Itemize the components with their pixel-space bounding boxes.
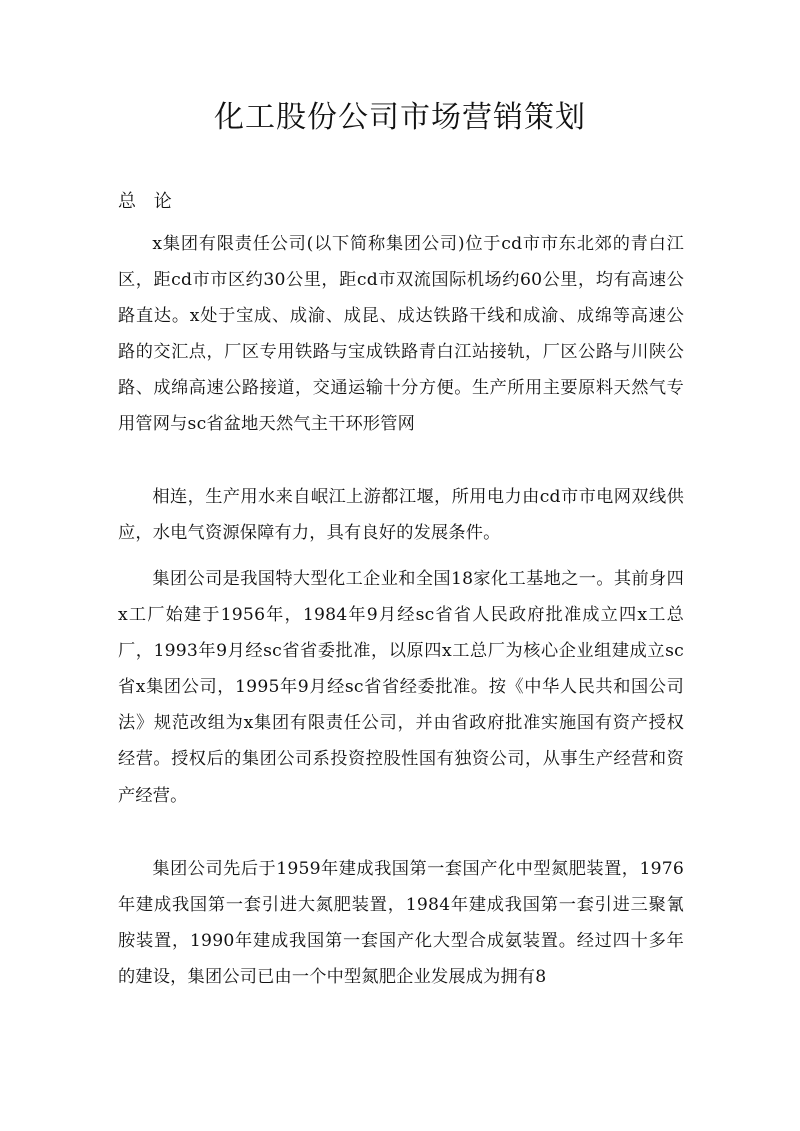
section-heading: 总 论 (118, 191, 178, 212)
body-paragraph: 集团公司是我国特大型化工企业和全国18家化工基地之一。其前身四x工厂始建于1956年，1984年9月经sc省省人民政府批准成立四x工总厂，1993年9月经sc省省委批准，以原四x工总厂为核心企业组建成立sc省x集团公司，1995年9月经sc省省经委批准。按《中华人民共和国公司法》规范改组为x集团有限责任公司，并由省政府批准实施国有资产授权经营。授权后的集团公司系投资控股性国有独资公司，从事生产经营和资产经营。 (118, 569, 684, 806)
paragraph-block (118, 851, 684, 995)
body-paragraph: x集团有限责任公司(以下简称集团公司)位于cd市市东北郊的青白江区，距cd市市区约30公里，距cd市双流国际机场约60公里，均有高速公路直达。x处于宝成、成渝、成昆、成达铁路干线和成渝、成绵等高速公路的交汇点，厂区专用铁路与宝成铁路青白江站接轨，厂区公路与川陕公路、成绵高速公路接道，交通运输十分方便。生产所用主要原料天然气专用管网与sc省盆地天然气主干环形管网 (118, 234, 684, 435)
body-paragraph: 集团公司先后于1959年建成我国第一套国产化中型氮肥装置，1976年建成我国第一套引进大氮肥装置，1984年建成我国第一套引进三聚氰胺装置，1990年建成我国第一套国产化大型合成氨装置。经过四十多年的建设，集团公司已由一个中型氮肥企业发展成为拥有8 (118, 859, 684, 988)
body-paragraph: 相连，生产用水来自岷江上游都江堰，所用电力由cd市市电网双线供应，水电气资源保障有力，具有良好的发展条件。 (118, 487, 684, 544)
paragraph-block (118, 479, 684, 551)
paragraph-block (118, 561, 684, 814)
paragraph-block (118, 226, 684, 443)
page-title: 化工股份公司市场营销策划 (214, 100, 586, 135)
